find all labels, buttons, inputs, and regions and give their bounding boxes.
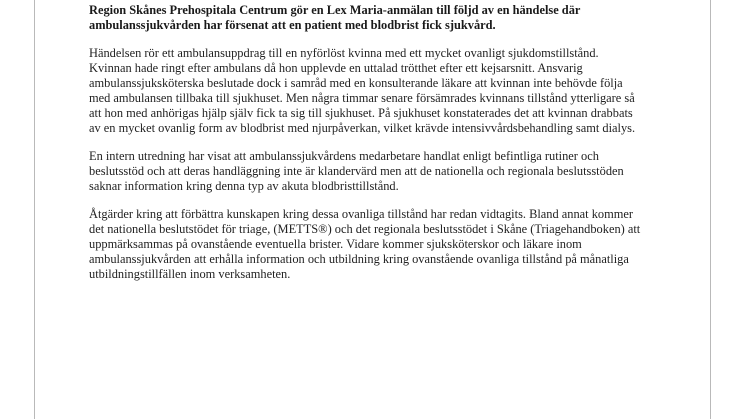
article-paragraph-incident: Händelsen rör ett ambulansuppdrag till en nyförlöst kvinna med ett mycket ovanligt sjukdomstillstånd. Kvinnan hade ringt efter ambulans då hon upplevde en uttalad trötthet efter ett kejsarsnitt. Ansvarig ambulanssjuksköterska beslutade dock i samråd med en konsulterande läkare att kvinnan inte behövde följa med ambulansen tillbaka till sjukhuset. Men några timmar senare försämrades kvinnans tillstånd ytterligare så att hon med anhörigas hjälp själv fick ta sig till sjukhuset. På sjukhuset konstaterades det att kvinnan drabbats av en mycket ovanlig form av blodbrist med njurpåverkan, vilket krävde intensivvårdsbehandling samt dialys. [89, 46, 636, 135]
article-paragraph-investigation: En intern utredning har visat att ambulanssjukvårdens medarbetare handlat enligt befintliga rutiner och beslutsstöd och att deras handläggning inte är klandervärd men att de nationella och regionala beslutsstöden saknar information kring denna typ av akuta blodbristtillstånd. [89, 149, 624, 193]
article-body [89, 3, 641, 295]
article-paragraph-measures: Åtgärder kring att förbättra kunskapen kring dessa ovanliga tillstånd har redan vidtagits. Bland annat kommer det nationella beslutstödet för triage, (METTS®) och det regionala beslutsstödet i Skåne (Triagehandboken) att uppmärksammas på ovanstående eventuella brister. Vidare kommer sjuksköterskor och läkare inom ambulanssjukvården att erhålla information och utbildning kring ovanstående ovanliga tillstånd på månatliga utbildningstillfällen inom verksamheten. [89, 207, 641, 281]
article-headline: Region Skånes Prehospitala Centrum gör en Lex Maria-anmälan till följd av en händelse där ambulanssjukvården har försenat att en patient med blodbrist fick sjukvård. [89, 3, 581, 32]
